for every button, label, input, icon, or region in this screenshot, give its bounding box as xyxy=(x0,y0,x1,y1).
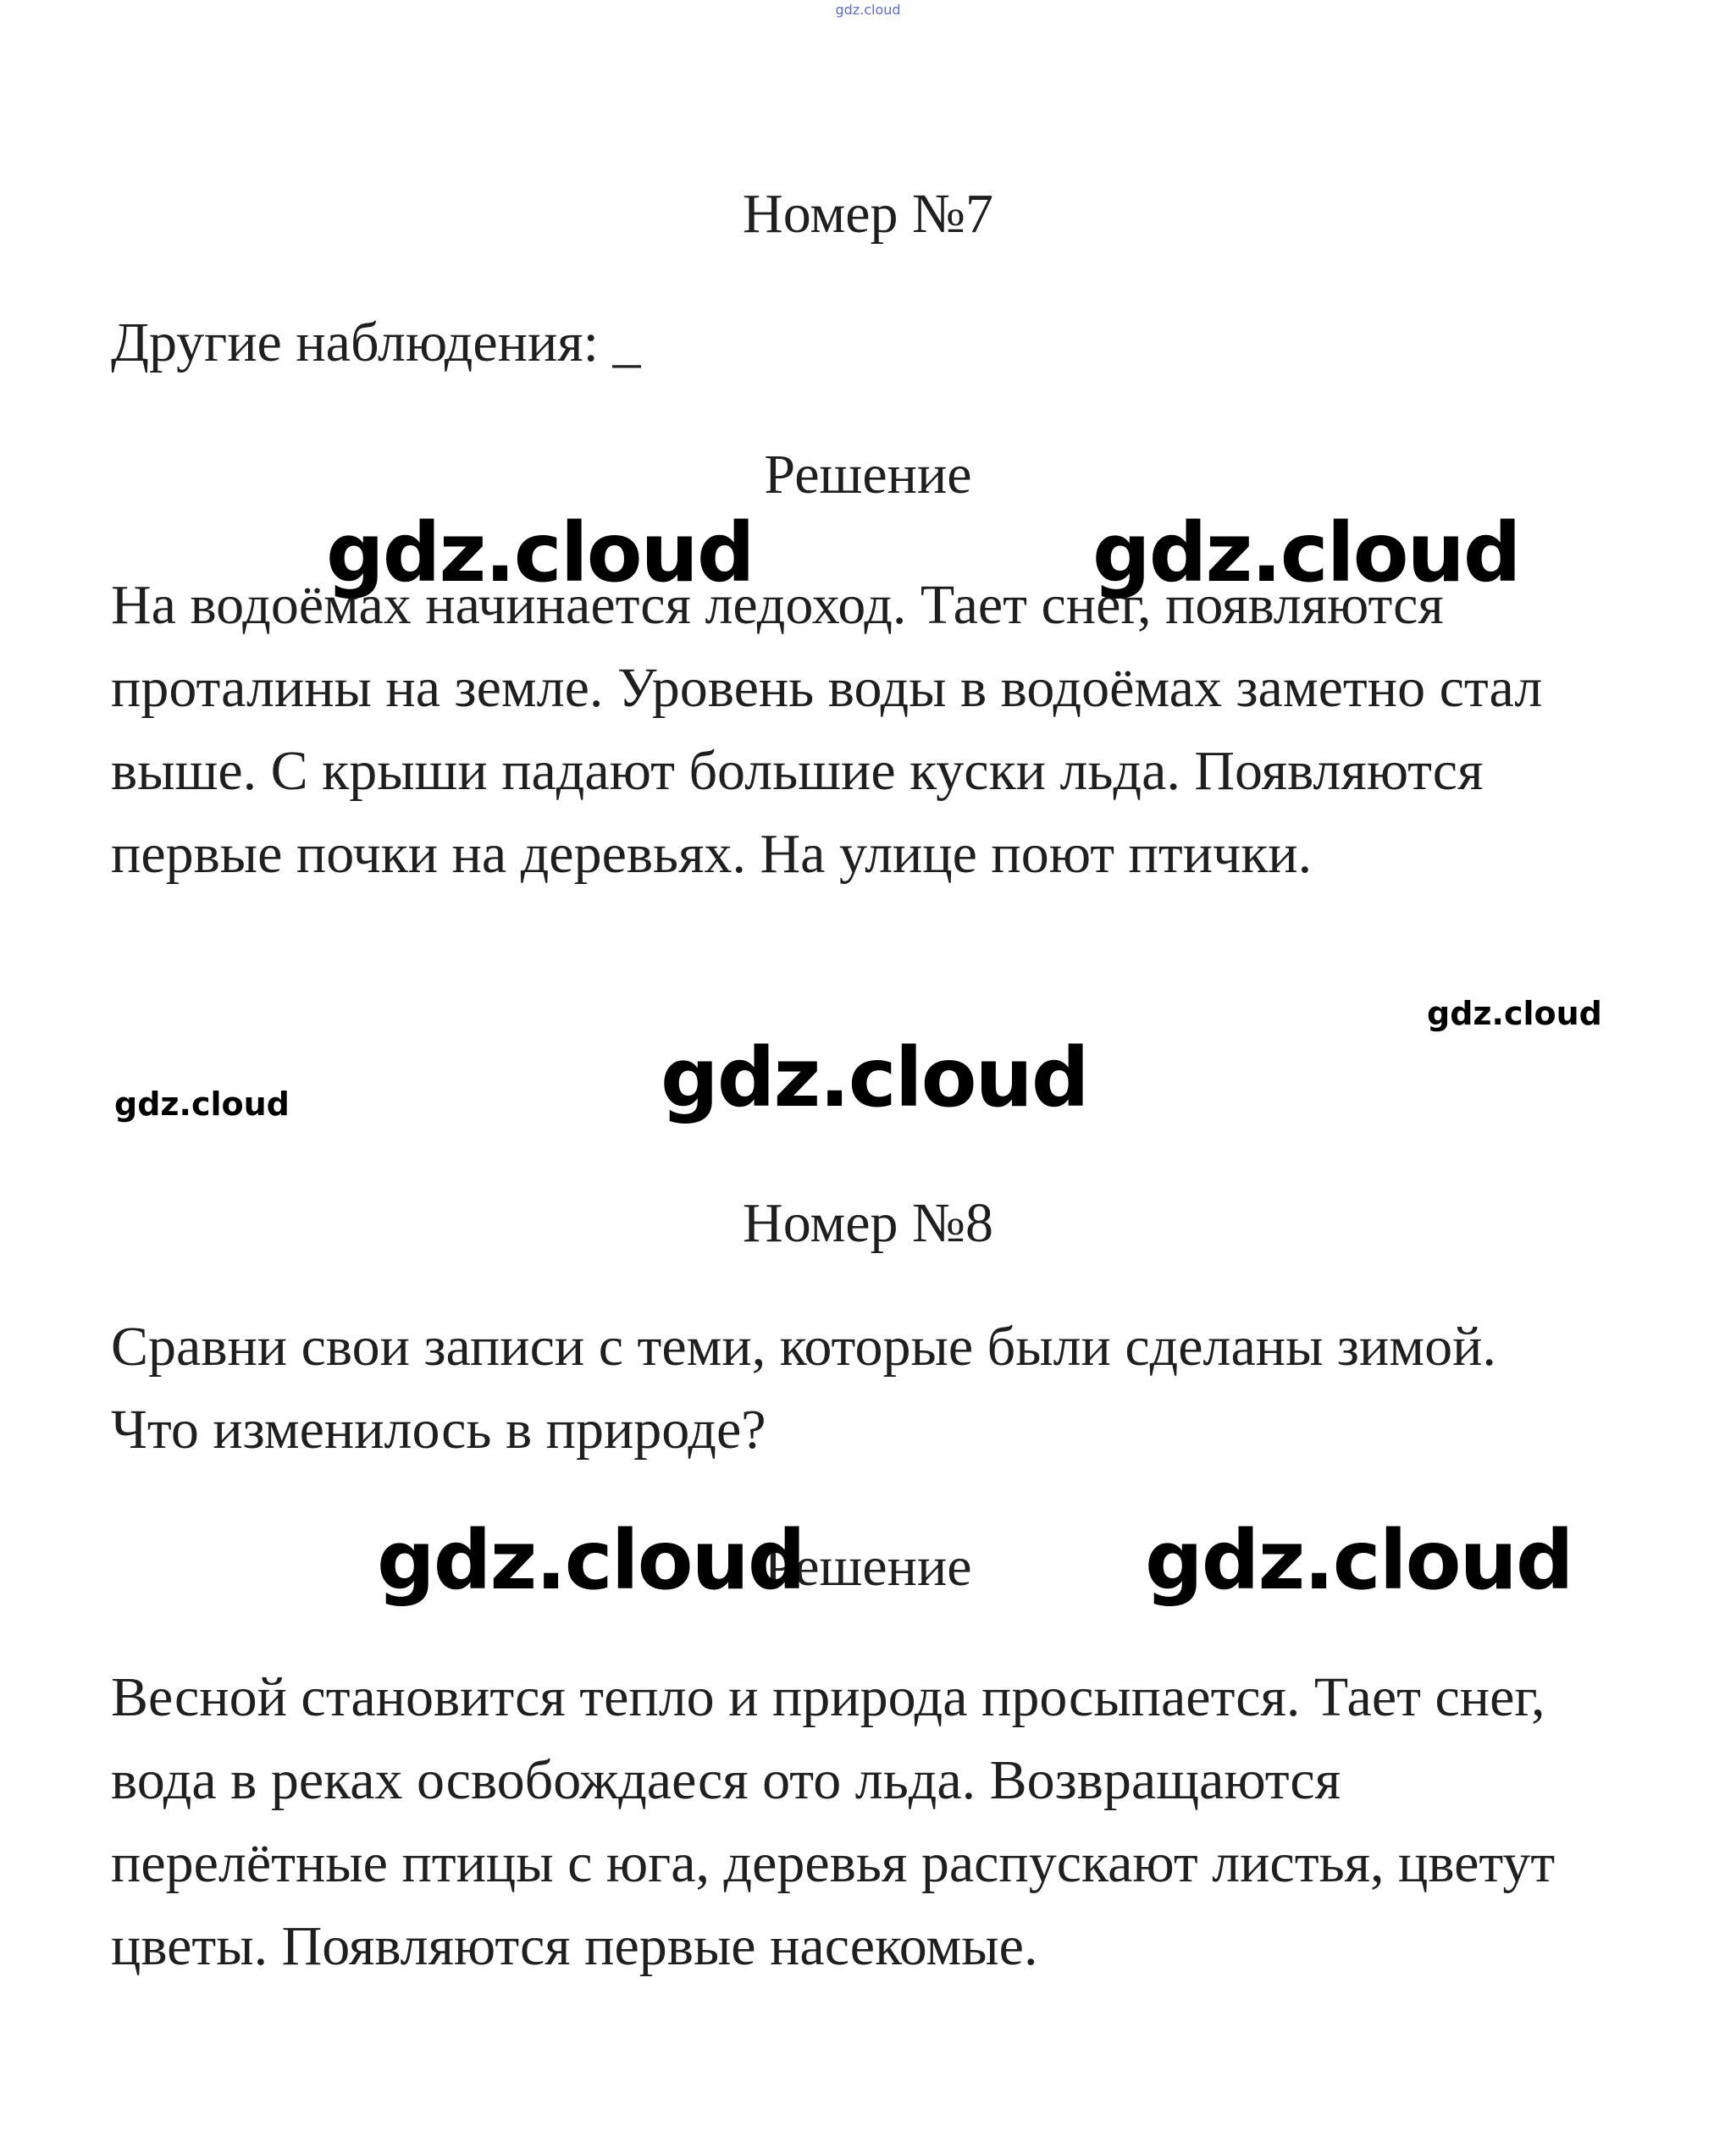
task7-title: Номер №7 xyxy=(743,183,993,245)
watermark: gdz.cloud xyxy=(1145,1513,1573,1608)
answer-line: вода в реках освобождаеся ото льда. Возвращаются xyxy=(111,1749,1341,1811)
task8-answer xyxy=(111,1656,1635,1988)
task8-question xyxy=(111,1306,1635,1472)
watermark: gdz.cloud xyxy=(661,1030,1088,1125)
answer-line: Весной становится тепло и природа просыпается. Тает снег, xyxy=(111,1666,1545,1728)
top-watermark: gdz.cloud xyxy=(835,2,901,18)
task8-solution-label: Решение xyxy=(764,1536,972,1598)
answer-line: выше. С крыши падают большие куски льда. Появляются xyxy=(111,740,1484,802)
watermark: gdz.cloud xyxy=(114,1085,290,1123)
question-line: Что изменилось в природе? xyxy=(111,1399,766,1461)
answer-line: первые почки на деревьях. На улице поют птички. xyxy=(111,823,1313,885)
watermark: gdz.cloud xyxy=(1092,505,1520,600)
answer-line: На водоёмах начинается ледоход. Тает снег, появляются xyxy=(111,574,1444,636)
watermark: gdz.cloud xyxy=(326,505,754,600)
watermark: gdz.cloud xyxy=(377,1513,804,1608)
answer-line: цветы. Появляются первые насекомые. xyxy=(111,1915,1038,1977)
task8-title: Номер №8 xyxy=(743,1192,993,1254)
question-line: Сравни свои записи с теми, которые были сделаны зимой. xyxy=(111,1316,1496,1378)
task7-solution-label: Решение xyxy=(764,444,972,505)
task7-question: Другие наблюдения: _ xyxy=(111,312,641,373)
task7-answer xyxy=(111,564,1635,896)
answer-line: проталины на земле. Уровень воды в водоёмах заметно стал xyxy=(111,657,1543,719)
answer-line: перелётные птицы с юга, деревья распускают листья, цветут xyxy=(111,1832,1556,1894)
watermark: gdz.cloud xyxy=(1427,995,1602,1032)
